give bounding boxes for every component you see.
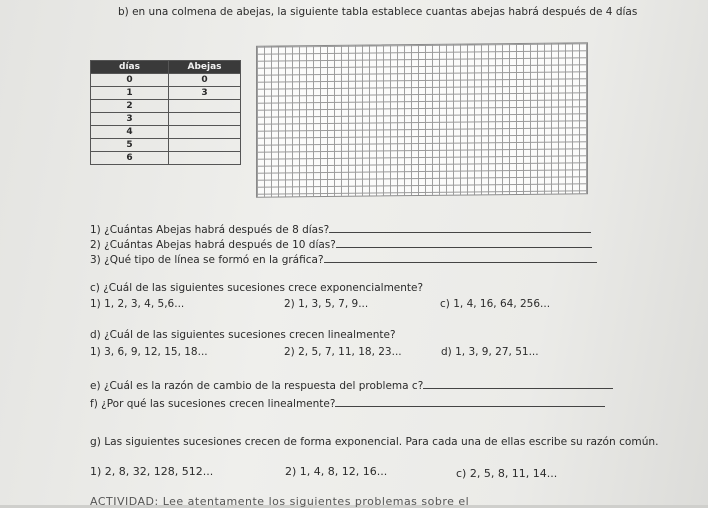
answer-line-f[interactable] (335, 396, 605, 407)
question-2 (90, 237, 592, 251)
question-f (90, 396, 605, 410)
answer-line-2[interactable] (336, 237, 592, 248)
question-e (90, 378, 613, 392)
question-c-option-1[interactable]: 1) 1, 2, 3, 4, 5,6... (90, 298, 185, 310)
question-1-text: 1) ¿Cuántas Abejas habrá después de 8 días? (90, 224, 330, 236)
table-header-bees: Abejas (169, 61, 241, 74)
table-cell-bees[interactable] (169, 100, 241, 113)
graph-paper-grid[interactable] (256, 42, 588, 197)
question-3-text: 3) ¿Qué tipo de línea se formó en la gráfica? (90, 254, 324, 266)
question-g-option-2[interactable]: 2) 1, 4, 8, 12, 16... (285, 465, 388, 478)
question-3 (90, 252, 597, 266)
table-cell-bees[interactable]: 0 (169, 74, 241, 87)
table-cell-day: 0 (91, 74, 169, 87)
question-g-option-3[interactable]: c) 2, 5, 8, 11, 14... (456, 467, 558, 480)
bees-table (90, 60, 241, 165)
question-c-option-3[interactable]: c) 1, 4, 16, 64, 256... (440, 298, 551, 310)
activity-footer-partial: ACTIVIDAD: Lee atentamente los siguientes problemas sobre el (90, 495, 470, 508)
answer-line-1[interactable] (329, 222, 591, 233)
table-row (91, 126, 241, 139)
table-cell-day: 3 (91, 113, 169, 126)
table-row (91, 152, 241, 165)
question-d-option-2[interactable]: 2) 2, 5, 7, 11, 18, 23... (284, 346, 402, 358)
table-cell-bees[interactable]: 3 (169, 87, 241, 100)
table-cell-bees[interactable] (169, 139, 241, 152)
table-row (91, 87, 241, 100)
question-f-text: f) ¿Por qué las sucesiones crecen linealmente? (90, 398, 336, 410)
table-cell-day: 6 (91, 152, 169, 165)
table-cell-day: 4 (91, 126, 169, 139)
answer-line-3[interactable] (324, 252, 597, 263)
question-g-option-1[interactable]: 1) 2, 8, 32, 128, 512... (90, 465, 214, 478)
table-cell-bees[interactable] (169, 152, 241, 165)
question-c-prompt: c) ¿Cuál de las siguientes sucesiones crece exponencialmente? (90, 282, 424, 294)
table-cell-bees[interactable] (169, 126, 241, 139)
table-row (91, 74, 241, 87)
question-1 (90, 222, 591, 236)
table-row (91, 139, 241, 152)
table-cell-day: 5 (91, 139, 169, 152)
table-cell-bees[interactable] (169, 113, 241, 126)
table-header-days: días (91, 61, 169, 74)
table-row (91, 100, 241, 113)
table-cell-day: 2 (91, 100, 169, 113)
question-d-prompt: d) ¿Cuál de las siguientes sucesiones crecen linealmente? (90, 329, 396, 341)
table-header-row (91, 61, 241, 74)
question-d-option-3[interactable]: d) 1, 3, 9, 27, 51... (441, 346, 539, 358)
question-d-option-1[interactable]: 1) 3, 6, 9, 12, 15, 18... (90, 346, 208, 358)
question-e-text: e) ¿Cuál es la razón de cambio de la respuesta del problema c? (90, 380, 424, 392)
question-g-prompt: g) Las siguientes sucesiones crecen de forma exponencial. Para cada una de ellas escribe su razón común. (90, 436, 659, 448)
question-2-text: 2) ¿Cuántas Abejas habrá después de 10 días? (90, 239, 336, 251)
question-c-option-2[interactable]: 2) 1, 3, 5, 7, 9... (284, 298, 369, 310)
table-cell-day: 1 (91, 87, 169, 100)
problem-b-title: b) en una colmena de abejas, la siguiente tabla establece cuantas abejas habrá después de 4 días (118, 6, 638, 18)
table-row (91, 113, 241, 126)
answer-line-e[interactable] (423, 378, 613, 389)
